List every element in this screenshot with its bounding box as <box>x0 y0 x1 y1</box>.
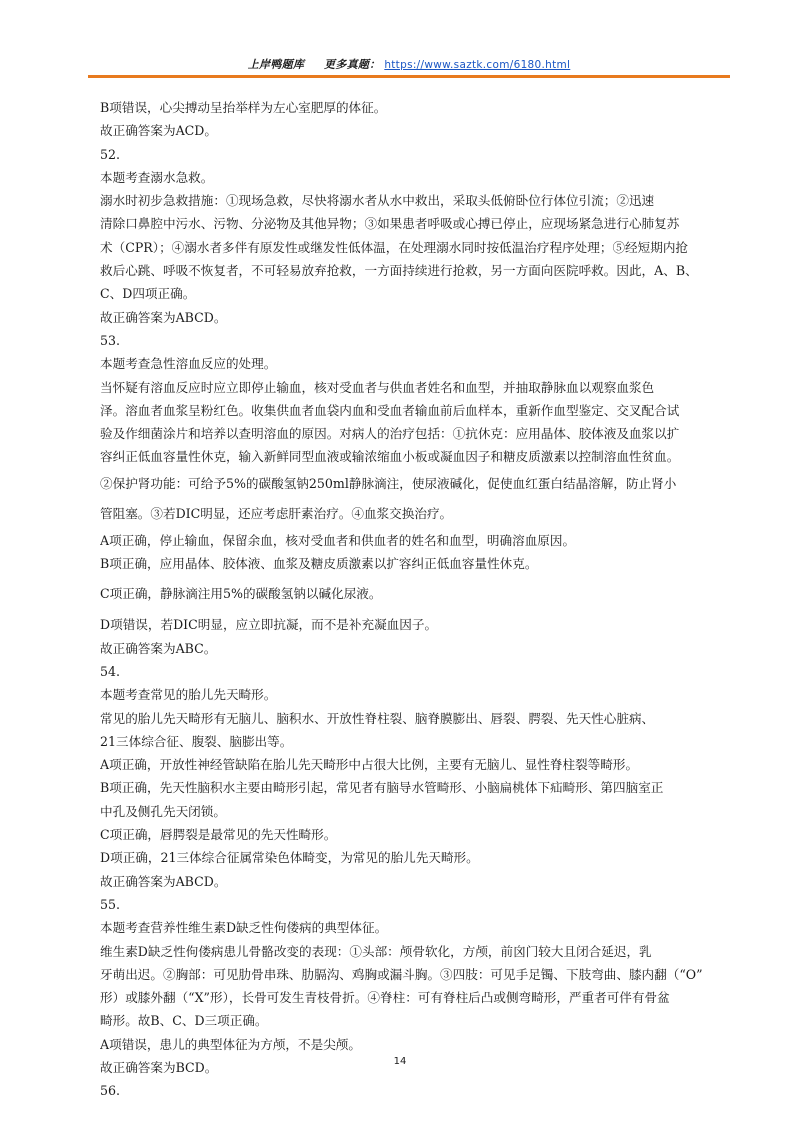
text-line: C项正确，静脉滴注用5%的碳酸氢钠以碱化尿液。 <box>100 586 382 602</box>
text-line: 畸形。故B、C、D三项正确。 <box>100 1013 268 1029</box>
text-line: 管阻塞。③若DIC明显，还应考虑肝素治疗。④血浆交换治疗。 <box>100 505 453 521</box>
text-line: 术（CPR）；④溺水者多伴有原发性或继发性低体温，在处理溺水同时按低温治疗程序处理；⑤经短期内抢 <box>100 239 689 255</box>
text-line: 本题考查营养性维生素D缺乏性佝偻病的典型体征。 <box>100 920 388 936</box>
text-line: 本题考查急性溶血反应的处理。 <box>100 356 277 372</box>
text-line: D项正确，21三体综合征属常染色体畸变，为常见的胎儿先天畸形。 <box>100 850 479 866</box>
more-questions-label: 更多真题： <box>324 58 381 71</box>
text-line: 当怀疑有溶血反应时应立即停止输血，核对受血者与供血者姓名和血型，并抽取静脉血以观察血浆色 <box>100 379 655 395</box>
text-line: A项错误，患儿的典型体征为方颅，不是尖颅。 <box>100 1036 361 1052</box>
text-line: 牙萌出迟。②胸部：可见肋骨串珠、肋膈沟、鸡胸或漏斗胸。③四肢：可见手足镯、下肢弯曲、膝内翻（“O” <box>100 966 703 982</box>
text-line: C、D四项正确。 <box>100 286 196 302</box>
question-number: 54. <box>100 663 121 679</box>
question-number: 52. <box>100 146 121 162</box>
text-line: 21三体综合征、腹裂、脑膨出等。 <box>100 733 293 749</box>
text-line: 维生素D缺乏性佝偻病患儿骨骼改变的表现：①头部：颅骨软化，方颅，前囟门较大且闭合延迟，乳 <box>100 943 652 959</box>
text-line: B项正确，应用晶体、胶体液、血浆及糖皮质激素以扩容纠正低血容量性休克。 <box>100 556 538 572</box>
text-line: 形）或膝外翻（“X”形），长骨可发生青枝骨折。④脊柱：可有脊柱后凸或侧弯畸形，严重者可伴有骨盆 <box>100 990 670 1006</box>
text-line: B项错误，心尖搏动呈抬举样为左心室肥厚的体征。 <box>100 100 387 115</box>
text-line: 救后心跳、呼吸不恢复者，不可轻易放弃抢救，一方面持续进行抢救，另一方面向医院呼救。因此，A、B、 <box>100 263 698 279</box>
header-divider <box>88 75 730 78</box>
site-name: 上岸鸭题库 <box>247 58 305 71</box>
text-line: 中孔及侧孔先天闭锁。 <box>100 803 226 819</box>
text-line: 容纠正低血容量性休克，输入新鲜同型血液或输浓缩血小板或凝血因子和糖皮质激素以控制溶血性贫血。 <box>100 449 680 465</box>
text-line: D项错误，若DIC明显，应立即抗凝，而不是补充凝血因子。 <box>100 617 438 633</box>
text-line: 本题考查常见的胎儿先天畸形。 <box>100 687 277 703</box>
text-line: B项正确，先天性脑积水主要由畸形引起，常见者有脑导水管畸形、小脑扁桃体下疝畸形、第四脑室正 <box>100 780 664 796</box>
document-body <box>100 96 720 1103</box>
text-line: ②保护肾功能：可给予5%的碳酸氢钠250ml静脉滴注，使尿液碱化，促使血红蛋白结晶溶解，防止肾小 <box>100 475 677 491</box>
text-line: 泽。溶血者血浆呈粉红色。收集供血者血袋内血和受血者输血前后血样本，重新作血型鉴定、交叉配合试 <box>100 402 680 418</box>
text-line: 故正确答案为ABCD。 <box>100 309 227 325</box>
page-header <box>88 56 730 72</box>
text-line: 清除口鼻腔中污水、污物、分泌物及其他异物；③如果患者呼吸或心搏已停止，应现场紧急进行心肺复苏 <box>100 216 680 232</box>
text-line: C项正确，唇腭裂是最常见的先天性畸形。 <box>100 827 337 843</box>
text-line: 故正确答案为BCD。 <box>100 1059 218 1075</box>
text-line: 溺水时初步急救措施：①现场急救，尽快将溺水者从水中救出，采取头低俯卧位行体位引流；②迅速 <box>100 193 655 209</box>
page-number: 14 <box>393 1056 407 1067</box>
text-line: 验及作细菌涂片和培养以查明溶血的原因。对病人的治疗包括：①抗休克：应用晶体、胶体液及血浆以扩 <box>100 426 680 442</box>
header-link[interactable]: https://www.saztk.com/6180.html <box>384 59 571 71</box>
text-line: 常见的胎儿先天畸形有无脑儿、脑积水、开放性脊柱裂、脑脊膜膨出、唇裂、腭裂、先天性心脏病、 <box>100 710 655 726</box>
question-number: 55. <box>100 896 121 912</box>
text-line: 故正确答案为ABCD。 <box>100 873 227 889</box>
text-line: 本题考查溺水急救。 <box>100 169 214 185</box>
text-line: 故正确答案为ACD。 <box>100 123 217 139</box>
question-number: 53. <box>100 332 121 348</box>
question-number: 56. <box>100 1083 121 1099</box>
text-line: A项正确，开放性神经管缺陷在胎儿先天畸形中占很大比例，主要有无脑儿、显性脊柱裂等畸形。 <box>100 757 639 773</box>
text-line: A项正确，停止输血，保留余血，核对受血者和供血者的姓名和血型，明确溶血原因。 <box>100 532 576 548</box>
text-line: 故正确答案为ABC。 <box>100 640 217 656</box>
